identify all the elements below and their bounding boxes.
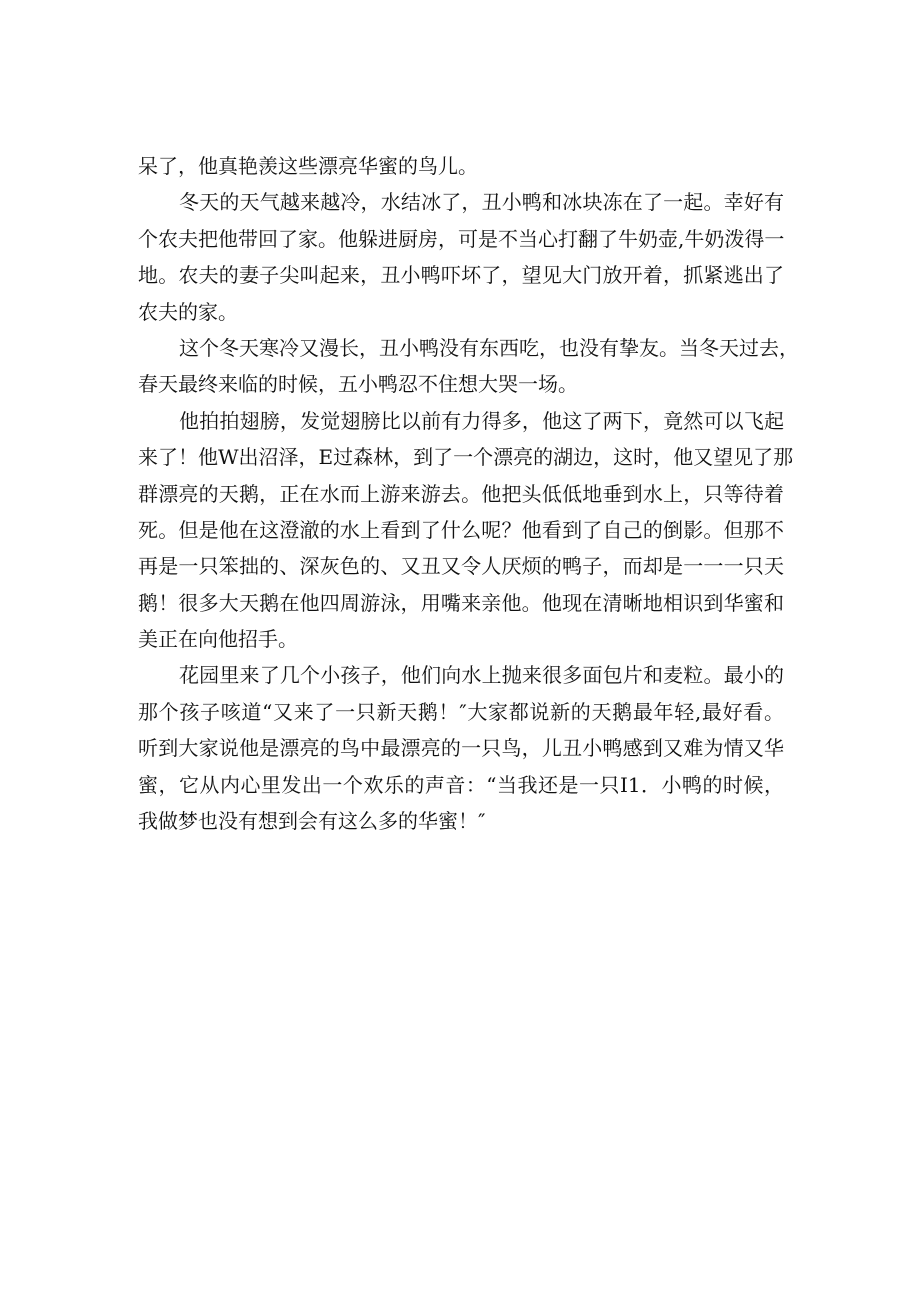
text-line: 花园里来了几个小孩子，他们向水上抛来很多面包片和麦粒。最小的 (179, 663, 784, 688)
text-line: 地。农夫的妻子尖叫起来，丑小鸭吓坏了，望见大门放开着，抓紧逃出了 (138, 263, 784, 288)
text-line: 死。但是他在这澄澈的水上看到了什么呢？他看到了自己的倒影。但那不 (138, 517, 784, 542)
text-line: 冬天的天气越来越冷，水结冰了，丑小鸭和冰块冻在了一起。幸好有 (179, 190, 784, 215)
text-line: 春天最终来临的时候，五小鸭忍不住想大哭一场。 (138, 372, 578, 397)
text-line: 他拍拍翅膀，发觉翅膀比以前有力得多，他这了两下，竟然可以飞起 (179, 408, 784, 433)
text-line: 来了！他W出沼泽，E过森林，到了一个漂亮的湖边，这时，他又望见了那 (138, 445, 794, 470)
text-line: 那个孩子咳道“又来了一只新天鹅！″大家都说新的天鹅最年轻,最好看。 (138, 699, 784, 724)
text-line: 听到大家说他是漂亮的鸟中最漂亮的一只鸟，儿丑小鸭感到又难为情又华 (138, 736, 784, 761)
story-text (138, 148, 799, 839)
text-line: 呆了，他真艳羡这些漂亮华蜜的鸟儿。 (138, 154, 478, 178)
text-line: 再是一只笨拙的、深灰色的、又丑又令人厌烦的鸭子，而却是一一一只天 (138, 554, 784, 579)
text-line: 美正在向他招手。 (138, 627, 298, 652)
text-line: 鹅！很多大天鹅在他四周游泳，用嘴来亲他。他现在清晰地相识到华蜜和 (138, 590, 784, 615)
text-line: 我做梦也没有想到会有这么多的华蜜！″ (138, 809, 486, 834)
text-line: 这个冬天寒冷又漫长，丑小鸭没有东西吃，也没有挚友。当冬天过去， (179, 335, 799, 360)
text-line: 蜜，它从内心里发出一个欢乐的声音：“当我还是一只I1．小鸭的时候， (138, 772, 784, 797)
text-line: 个农夫把他带回了家。他躲进厨房，可是不当心打翻了牛奶壶,牛奶泼得一 (138, 226, 785, 251)
text-line: 群漂亮的天鹅，正在水而上游来游去。他把头低低地垂到水上，只等待着 (138, 481, 784, 506)
text-line: 农夫的家。 (138, 299, 238, 324)
